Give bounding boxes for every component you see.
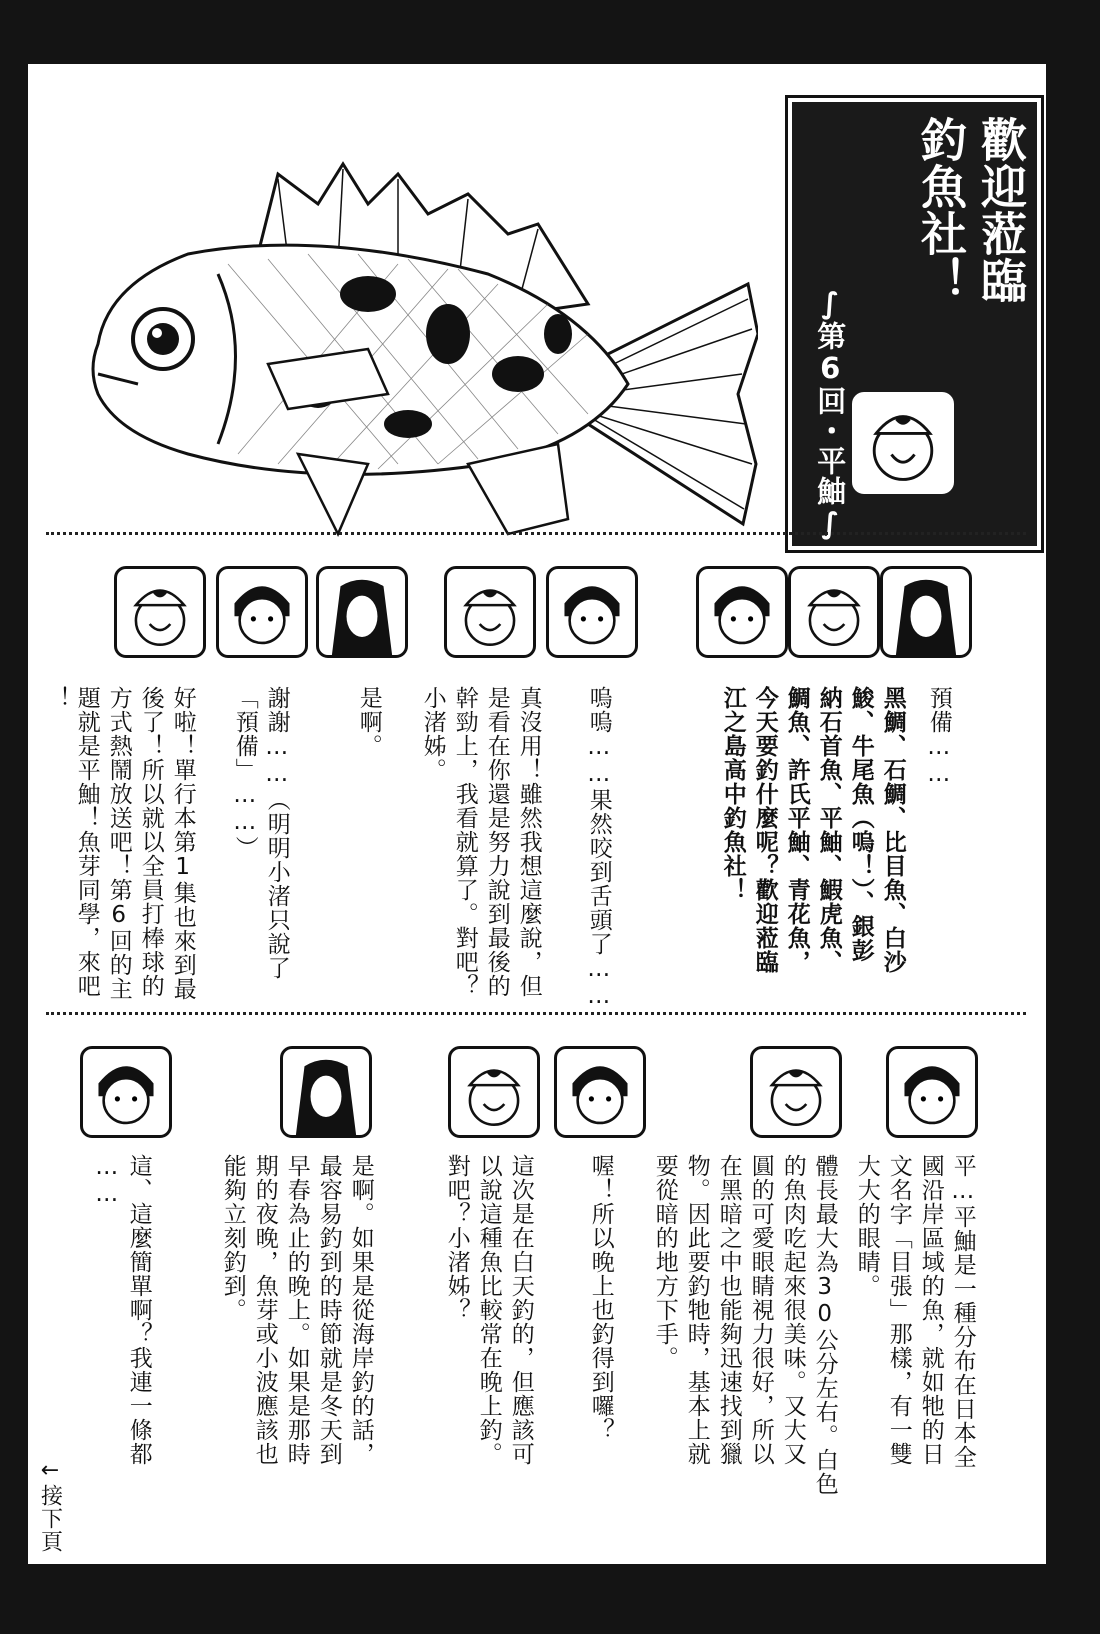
title-line1: 歡迎蒞臨 xyxy=(974,116,1028,304)
avatar-boy xyxy=(696,566,788,658)
avatar-boy xyxy=(80,1046,172,1138)
avatar-mascot xyxy=(444,566,536,658)
s1-g3-col8: ！ xyxy=(43,686,70,710)
next-page-indicator: ←接下頁 xyxy=(37,1458,63,1553)
avatar-mascot xyxy=(448,1046,540,1138)
s1-g3-col6: 方式熱鬧放送吧！第6回的主 xyxy=(105,686,132,1001)
avatar-boy xyxy=(554,1046,646,1138)
s2-g1-col8: 在黑暗之中也能夠迅速找到獵 xyxy=(715,1154,742,1466)
s2-g1-col7: 圓的可愛眼睛視力很好，所以 xyxy=(747,1154,774,1466)
avatar-mascot xyxy=(788,566,880,658)
mascot-badge xyxy=(852,392,954,494)
s2-g1-col9: 物。因此要釣牠時，基本上就 xyxy=(683,1154,710,1466)
s2-g3-col4: 期的夜晚，魚芽或小波應該也 xyxy=(251,1154,278,1466)
s1-g3-col1: 是啊。 xyxy=(355,686,382,758)
s1-g1-col6: 今天要釣什麼呢？歡迎蒞臨 xyxy=(751,686,778,974)
s2-g1-col10: 要從暗的地方下手。 xyxy=(651,1154,678,1370)
s2-g1-col5: 體長最大為30公分左右。白色 xyxy=(811,1154,838,1496)
s2-g2-col3: 以說這種魚比較常在晚上釣。 xyxy=(475,1154,502,1466)
s2-g3-col1: 是啊。如果是從海岸釣的話， xyxy=(347,1154,374,1466)
avatar-mascot xyxy=(750,1046,842,1138)
s2-g2-col4: 對吧？小渚姊？ xyxy=(443,1154,470,1322)
s2-g1-col6: 的魚肉吃起來很美味。又大又 xyxy=(779,1154,806,1466)
s1-g1-col5: 鯛魚、許氏平鮋、青花魚， xyxy=(783,686,810,974)
title-subtitle: ∫第6回・平鮋∫ xyxy=(813,286,848,541)
s2-g3-col3: 早春為止的晚上。如果是那時 xyxy=(283,1154,310,1466)
s1-g1-col4: 納石首魚、平鮋、鰕虎魚、 xyxy=(815,686,842,974)
avatar-boy xyxy=(546,566,638,658)
s1-g1-col7: 江之島高中釣魚社！ xyxy=(719,686,746,902)
title-line2: 釣魚社！ xyxy=(914,116,968,304)
avatar-longhair xyxy=(316,566,408,658)
s1-g2-col4: 幹勁上，我看就算了。對吧？ xyxy=(451,686,478,998)
s1-g1-col2: 黑鯛、石鯛、比目魚、白沙 xyxy=(879,686,906,974)
avatar-longhair xyxy=(880,566,972,658)
s2-g4-col2: …… xyxy=(93,1154,120,1208)
s2-g1-col4: 大大的眼睛。 xyxy=(853,1154,880,1298)
s1-g3-col2: 謝謝……（明明小渚只說了 xyxy=(263,686,290,980)
s2-g3-col5: 能夠立刻釣到。 xyxy=(219,1154,246,1322)
section-divider-2 xyxy=(46,1012,1026,1015)
s2-g1-col2: 國沿岸區域的魚，就如牠的日 xyxy=(917,1154,944,1466)
s1-g1-col1: 預備…… xyxy=(925,686,952,788)
s2-g1-col1: 平…平鮋是一種分布在日本全 xyxy=(949,1154,976,1469)
s1-g2-col1: 嗚嗚……果然咬到舌頭了…… xyxy=(585,686,612,1010)
s1-g1-col3: 鮻、牛尾魚（嗚！）、銀彭 xyxy=(847,686,874,963)
s2-g2-col1: 喔！所以晚上也釣得到囉？ xyxy=(587,1154,614,1442)
s1-g2-col2: 真沒用！雖然我想這麼說，但 xyxy=(515,686,542,998)
s2-g4-col1: 這、這麼簡單啊？我連一條都 xyxy=(125,1154,152,1466)
s1-g3-col4: 好啦！單行本第1集也來到最 xyxy=(169,686,196,1001)
title-box xyxy=(788,98,1041,550)
s1-g2-col3: 是看在你還是努力說到最後的 xyxy=(483,686,510,998)
s1-g3-col7: 題就是平鮋！魚芽同學，來吧 xyxy=(73,686,100,998)
section-divider-1 xyxy=(46,532,1026,535)
avatar-boy xyxy=(886,1046,978,1138)
s2-g1-col3: 文名字「目張」那樣，有一雙 xyxy=(885,1154,912,1466)
s2-g3-col2: 最容易釣到的時節就是冬天到 xyxy=(315,1154,342,1466)
avatar-mascot xyxy=(114,566,206,658)
rockfish-illustration xyxy=(68,134,758,554)
s1-g2-col5: 小渚姊。 xyxy=(419,686,446,782)
s2-g2-col2: 這次是在白天釣的，但應該可 xyxy=(507,1154,534,1466)
manga-page xyxy=(28,64,1046,1564)
avatar-longhair xyxy=(280,1046,372,1138)
s1-g3-col3: 「預備」……） xyxy=(231,686,258,860)
s1-g3-col5: 後了！所以就以全員打棒球的 xyxy=(137,686,164,998)
avatar-boy xyxy=(216,566,308,658)
